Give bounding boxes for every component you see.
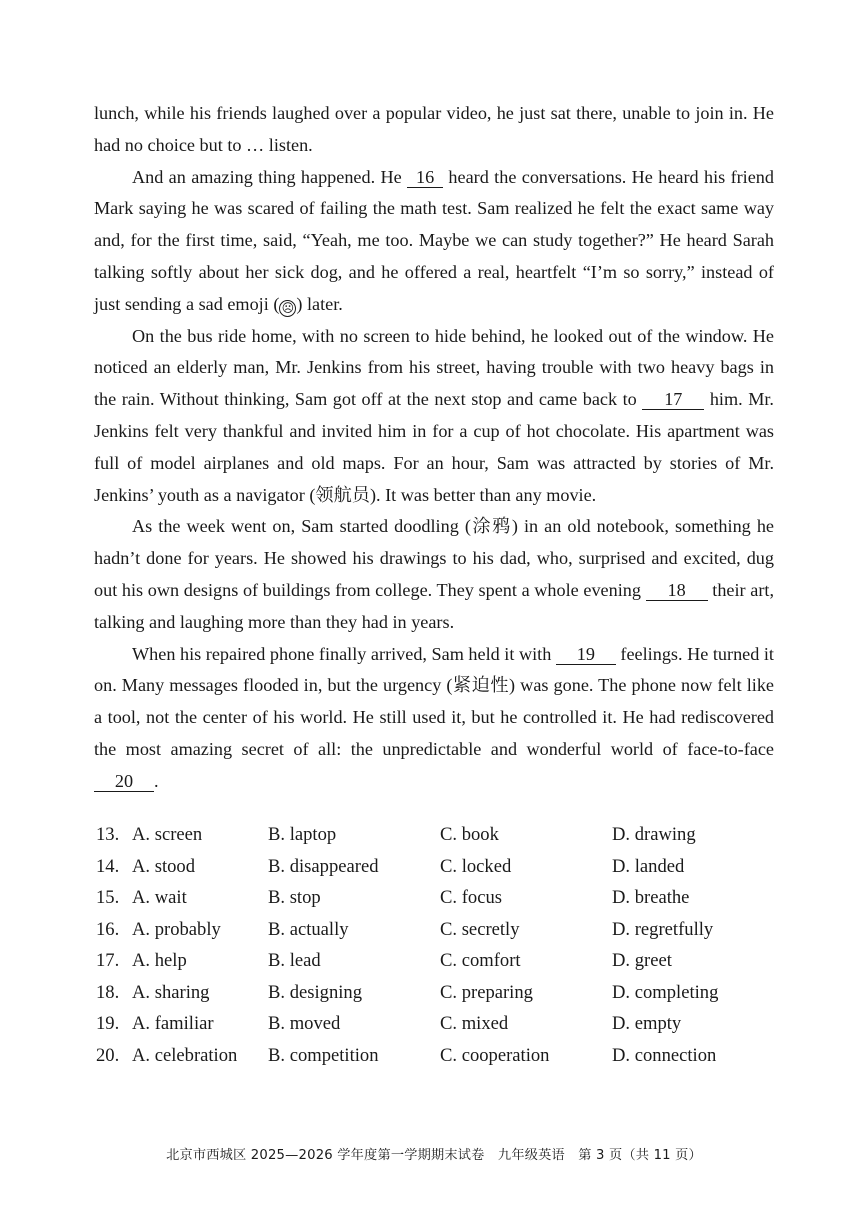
option-c: C. locked [440, 855, 512, 877]
option-d: D. empty [612, 1013, 682, 1034]
paragraph-5-text-b: feelings. He turned it on. Many messages flooded in, but the urgency (紧迫性) was gone. The phone now felt like a tool, not the center of his world. He still used it, but he controlled it. He had rediscovered the most amazing secret of all: the unpredictable and wonderful world of face-to-face [94, 643, 774, 759]
paragraph-2-text-c: ) later. [296, 293, 343, 314]
paragraph-5 [94, 639, 774, 798]
paragraph-5-text-c: . [154, 770, 159, 791]
sad-emoji-icon: ☹ [279, 300, 296, 317]
option-row [96, 1013, 786, 1045]
option-row [96, 919, 786, 951]
option-row [96, 887, 786, 919]
paragraph-2-text-a: And an amazing thing happened. He [132, 166, 408, 187]
option-row [96, 1045, 786, 1077]
question-number: 16. [96, 918, 120, 940]
option-a: A. celebration [132, 1044, 238, 1066]
cloze-passage [94, 98, 774, 798]
option-c: C. secretly [440, 918, 520, 940]
option-b: B. competition [268, 1044, 379, 1066]
option-b: B. disappeared [268, 855, 379, 877]
option-row [96, 856, 786, 888]
paragraph-1-text: lunch, while his friends laughed over a popular video, he just sat there, unable to join in. He had no choice but to … listen. [94, 103, 774, 155]
option-d: D. connection [612, 1044, 717, 1066]
blank-18: 18 [646, 580, 708, 601]
option-b: B. moved [268, 1013, 341, 1034]
option-c: C. mixed [440, 1013, 509, 1034]
option-b: B. stop [268, 887, 321, 908]
page-footer: 北京市西城区 2025—2026 学年度第一学期期末试卷 九年级英语 第 3 页（共 11 页） [166, 1148, 702, 1163]
option-d: D. completing [612, 981, 719, 1003]
blank-20: 20 [94, 771, 154, 792]
question-number: 20. [96, 1044, 120, 1066]
question-number: 14. [96, 855, 120, 877]
option-d: D. regretfully [612, 918, 714, 940]
answer-options [96, 824, 786, 1076]
question-number: 15. [96, 887, 120, 908]
option-a: A. sharing [132, 981, 210, 1003]
option-row [96, 824, 786, 856]
paragraph-2 [94, 162, 774, 321]
paragraph-3 [94, 321, 774, 512]
option-a: A. stood [132, 855, 196, 877]
option-a: A. probably [132, 918, 221, 940]
question-number: 18. [96, 981, 120, 1003]
question-number: 17. [96, 950, 120, 971]
option-row [96, 982, 786, 1014]
option-d: D. breathe [612, 887, 690, 908]
option-c: C. comfort [440, 950, 521, 971]
question-number: 19. [96, 1013, 120, 1034]
paragraph-5-text-a: When his repaired phone finally arrived, Sam held it with [132, 643, 556, 664]
option-b: B. lead [268, 950, 321, 971]
paragraph-4-text-a: As the week went on, Sam started doodling (涂鸦) in an old notebook, something he hadn’t done for years. He showed his drawings to his dad, who, surprised and excited, dug out his own designs of buildings from college. They spent a whole evening [94, 516, 774, 600]
paragraph-4-text-b: their art, talking and laughing more than they had in years. [94, 579, 774, 632]
paragraph-4 [94, 511, 774, 638]
option-c: C. book [440, 824, 499, 845]
option-row [96, 950, 786, 982]
paragraph-3-text-a: On the bus ride home, with no screen to hide behind, he looked out of the window. He noticed an elderly man, Mr. Jenkins from his street, having trouble with two heavy bags in the rain. Without thinking, Sam got off at the next stop and came back to [94, 325, 774, 410]
option-a: A. wait [132, 887, 187, 908]
option-c: C. cooperation [440, 1044, 550, 1066]
paragraph-2-text-b: heard the conversations. He heard his friend Mark saying he was scared of failing the math test. Sam realized he felt the exact same way and, for the first time, said, “Yeah, me too. Maybe we can study together?” He heard Sarah talking softly about her sick dog, and he offered a real, heartfelt “I’m so sorry,” instead of just sending a sad emoji ( [94, 166, 774, 314]
option-a: A. screen [132, 824, 203, 845]
option-b: B. designing [268, 981, 363, 1003]
option-d: D. greet [612, 950, 672, 971]
option-d: D. drawing [612, 824, 696, 845]
option-a: A. help [132, 950, 187, 971]
paragraph-3-text-b: him. Mr. Jenkins felt very thankful and invited him in for a cup of hot chocolate. His apartment was full of model airplanes and old maps. For an hour, Sam was attracted by stories of Mr. Jenkins’ youth as a navigator (领航员). It was better than any movie. [94, 389, 774, 505]
option-b: B. actually [268, 918, 349, 940]
blank-17: 17 [642, 389, 704, 410]
blank-19: 19 [556, 644, 616, 665]
option-c: C. focus [440, 887, 502, 908]
paragraph-1 [94, 98, 774, 162]
option-a: A. familiar [132, 1013, 214, 1034]
option-b: B. laptop [268, 824, 337, 845]
option-c: C. preparing [440, 981, 533, 1003]
blank-16: 16 [407, 167, 443, 188]
question-number: 13. [96, 824, 120, 845]
option-d: D. landed [612, 855, 685, 877]
